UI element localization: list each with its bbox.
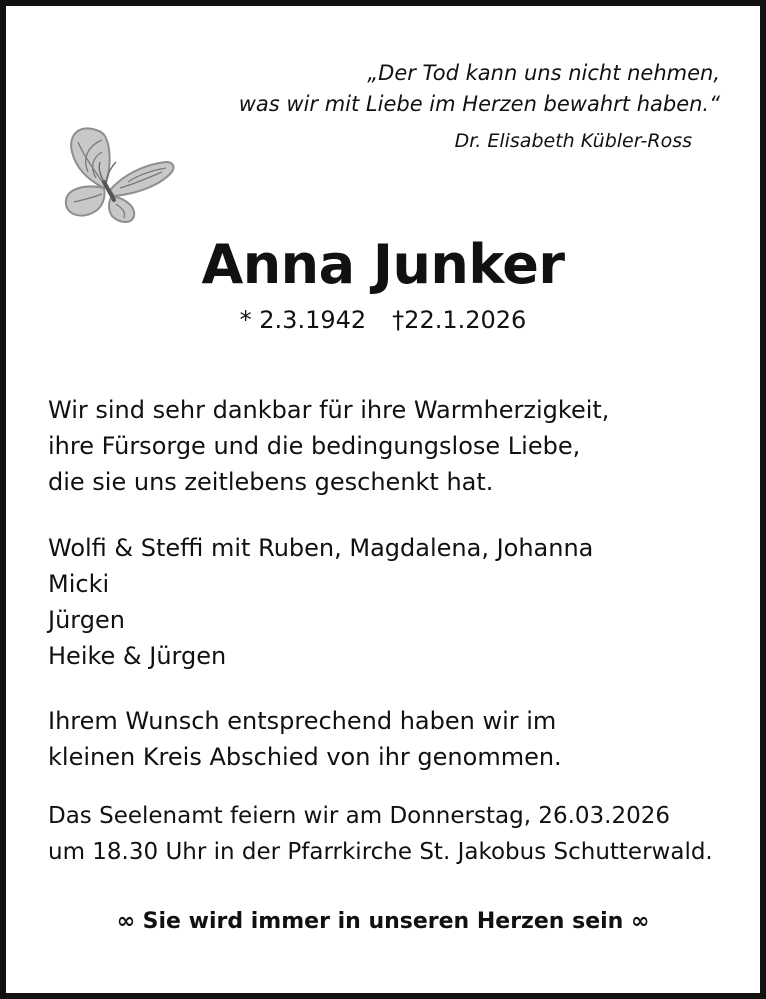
text-line: ihre Fürsorge und die bedingungslose Liebe, xyxy=(48,432,581,460)
quote-author: Dr. Elisabeth Kübler-Ross xyxy=(454,130,692,152)
text-line: Ihrem Wunsch entsprechend haben wir im xyxy=(48,707,557,735)
farewell-text xyxy=(48,703,562,775)
gratitude-text xyxy=(48,392,609,500)
quote xyxy=(239,58,720,120)
family-list xyxy=(48,530,593,674)
quote-line: was wir mit Liebe im Herzen bewahrt haben.“ xyxy=(238,92,720,116)
text-line: Wir sind sehr dankbar für ihre Warmherzigkeit, xyxy=(48,396,610,424)
quote-line: „Der Tod kann uns nicht nehmen, xyxy=(367,61,720,85)
birth-date: * 2.3.1942 xyxy=(239,306,367,334)
death-date: †22.1.2026 xyxy=(392,306,527,334)
deceased-name: Anna Junker xyxy=(201,233,565,296)
family-member: Heike & Jürgen xyxy=(48,642,227,670)
family-member: Micki xyxy=(48,570,110,598)
family-member: Jürgen xyxy=(48,606,125,634)
closing-line: ∞ Sie wird immer in unseren Herzen sein ∞ xyxy=(116,909,650,934)
text-line: um 18.30 Uhr in der Pfarrkirche St. Jakobus Schutterwald. xyxy=(48,839,713,865)
butterfly-icon xyxy=(58,122,178,226)
family-member: Wolfi & Steffi mit Ruben, Magdalena, Johanna xyxy=(48,534,594,562)
life-dates xyxy=(0,306,766,334)
text-line: die sie uns zeitlebens geschenkt hat. xyxy=(48,468,494,496)
text-line: kleinen Kreis Abschied von ihr genommen. xyxy=(48,743,562,771)
text-line: Das Seelenamt feiern wir am Donnerstag, 26.03.2026 xyxy=(48,803,670,829)
service-text xyxy=(48,798,713,870)
